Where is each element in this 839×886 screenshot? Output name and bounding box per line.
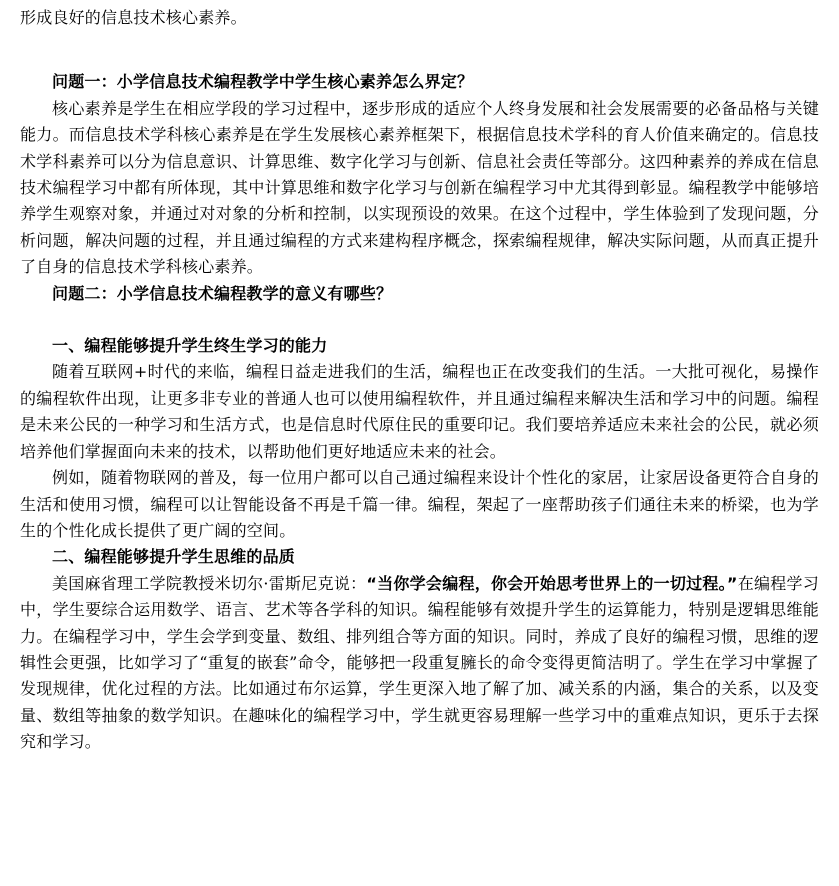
question-two-heading: 问题二：小学信息技术编程教学的意义有哪些？ <box>52 283 393 303</box>
section-two-paragraph <box>20 571 819 756</box>
spacer <box>20 307 819 333</box>
quote-lead: 美国麻省理工学院教授米切尔·雷斯尼克说： <box>52 573 367 593</box>
question-one-heading: 问题一：小学信息技术编程教学中学生核心素养怎么界定？ <box>52 72 474 92</box>
quote-text: “当你学会编程，你会开始思考世界上的一切过程。” <box>366 573 738 593</box>
intro-text: 形成良好的信息技术核心素养。 <box>20 8 247 27</box>
section-two-rest: 在编程学习中，学生要综合运用数学、语言、艺术等各学科的知识。编程能够有效提升学生的运算能力，特别是逻辑思维能力。在编程学习中，学生会学到变量、数组、排列组合等方面的知识。同时，养成了良好的编程习惯，思维的逻辑性会更强，比如学习了“重复的嵌套”命令，能够把一段重复臃长的命令变得更简洁明了。学生在学习中掌握了发现规律，优化过程的方法。比如通过布尔运算，学生更深入地了解了加、减关系的内涵，集合的关系，以及变量、数组等抽象的数学知识。在趣味化的编程学习中，学生就更容易理解一些学习中的重难点知识，更乐于去探究和学习。 <box>20 573 819 752</box>
question-one-body: 核心素养是学生在相应学段的学习过程中，逐步形成的适应个人终身发展和社会发展需要的必备品格与关键能力。而信息技术学科核心素养是在学生发展核心素养框架下，根据信息技术学科的育人价值来确定的。信息技术学科素养可以分为信息意识、计算思维、数字化学习与创新、信息社会责任等部分。这四种素养的养成在信息技术编程学习中都有所体现，其中计算思维和数字化学习与创新在编程学习中尤其得到彰显。编程教学中能够培养学生观察对象，并通过对对象的分析和控制，以实现预设的效果。在这个过程中，学生体验到了发现问题，分析问题，解决问题的过程，并且通过编程的方式来建构程序概念，探索编程规律，解决实际问题，从而真正提升了自身的信息技术学科核心素养。 <box>20 98 819 277</box>
section-one-paragraph-1: 随着互联网+时代的来临，编程日益走进我们的生活，编程也正在改变我们的生活。一大批可视化，易操作的编程软件出现，让更多非专业的普通人也可以使用编程软件，并且通过编程来解决生活和学习中的问题。编程是未来公民的一种学习和生活方式，也是信息时代原住民的重要印记。我们要培养适应未来社会的公民，就必须培养他们掌握面向未来的技术，以帮助他们更好地适应未来的社会。 <box>20 362 819 461</box>
section-two-heading: 二、编程能够提升学生思维的品质 <box>52 547 296 567</box>
section-one-heading: 一、编程能够提升学生终生学习的能力 <box>52 336 328 356</box>
spacer <box>20 31 819 69</box>
section-one-paragraph-2: 例如，随着物联网的普及，每一位用户都可以自己通过编程来设计个性化的家居，让家居设备更符合自身的生活和使用习惯，编程可以让智能设备不再是千篇一律。编程，架起了一座帮助孩子们通往未来的桥梁，也为学生的个性化成长提供了更广阔的空间。 <box>20 468 819 540</box>
